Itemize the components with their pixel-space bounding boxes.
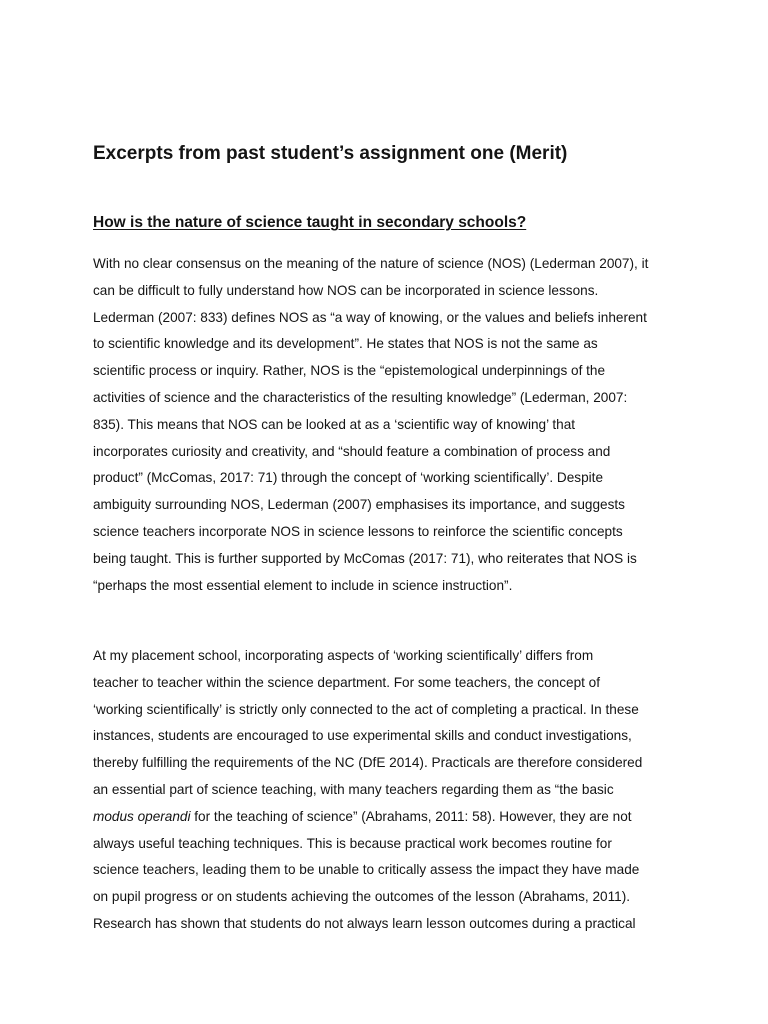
text-line: incorporates curiosity and creativity, and “should feature a combination of process and (93, 443, 611, 459)
text-line: on pupil progress or on students achieving the outcomes of the lesson (Abrahams, 2011). (93, 889, 631, 905)
text-line: 835). This means that NOS can be looked at as a ‘scientific way of knowing’ that (93, 416, 576, 432)
document-title: Excerpts from past student’s assignment one (Merit) (93, 143, 568, 164)
text-line: being taught. This is further supported by McComas (2017: 71), who reiterates that NOS is (93, 550, 637, 566)
text-line: can be difficult to fully understand how NOS can be incorporated in science lessons. (93, 282, 599, 298)
text-line: ambiguity surrounding NOS, Lederman (2007) emphasises its importance, and suggests (93, 497, 625, 513)
text-line: science teachers, leading them to be unable to critically assess the impact they have made (93, 862, 640, 878)
text-line: activities of science and the characteristics of the resulting knowledge” (Lederman, 2007: (93, 389, 628, 405)
text-line-rest: for the teaching of science” (Abrahams, 2011: 58). However, they are not (190, 808, 632, 824)
paragraph-1 (93, 254, 693, 602)
text-line: always useful teaching techniques. This is because practical work becomes routine for (93, 835, 612, 851)
text-line: an essential part of science teaching, with many teachers regarding them as “the basic (93, 781, 614, 797)
paragraph-2 (93, 646, 693, 941)
text-line: Research has shown that students do not always learn lesson outcomes during a practical (93, 915, 636, 931)
text-line: ‘working scientifically’ is strictly only connected to the act of completing a practical. In these (93, 701, 639, 717)
italic-phrase: modus operandi (93, 808, 191, 824)
text-line: scientific process or inquiry. Rather, NOS is the “epistemological underpinnings of the (93, 363, 606, 379)
text-line: science teachers incorporate NOS in science lessons to reinforce the scientific concepts (93, 523, 623, 539)
text-line: thereby fulfilling the requirements of the NC (DfE 2014). Practicals are therefore considered (93, 755, 643, 771)
text-line: “perhaps the most essential element to include in science instruction”. (93, 577, 513, 593)
text-line: to scientific knowledge and its development”. He states that NOS is not the same as (93, 336, 598, 352)
text-line-italic-mixed (93, 807, 693, 834)
text-line: product” (McComas, 2017: 71) through the concept of ‘working scientifically’. Despite (93, 470, 604, 486)
text-line: Lederman (2007: 833) defines NOS as “a way of knowing, or the values and beliefs inherent (93, 309, 647, 325)
text-line: At my placement school, incorporating aspects of ‘working scientifically’ differs from (93, 648, 594, 663)
text-line: teacher to teacher within the science department. For some teachers, the concept of (93, 674, 601, 690)
section-heading: How is the nature of science taught in secondary schools? (93, 214, 527, 231)
text-line: instances, students are encouraged to use experimental skills and conduct investigations, (93, 728, 632, 744)
text-line: With no clear consensus on the meaning of the nature of science (NOS) (Lederman 2007), it (93, 256, 649, 271)
